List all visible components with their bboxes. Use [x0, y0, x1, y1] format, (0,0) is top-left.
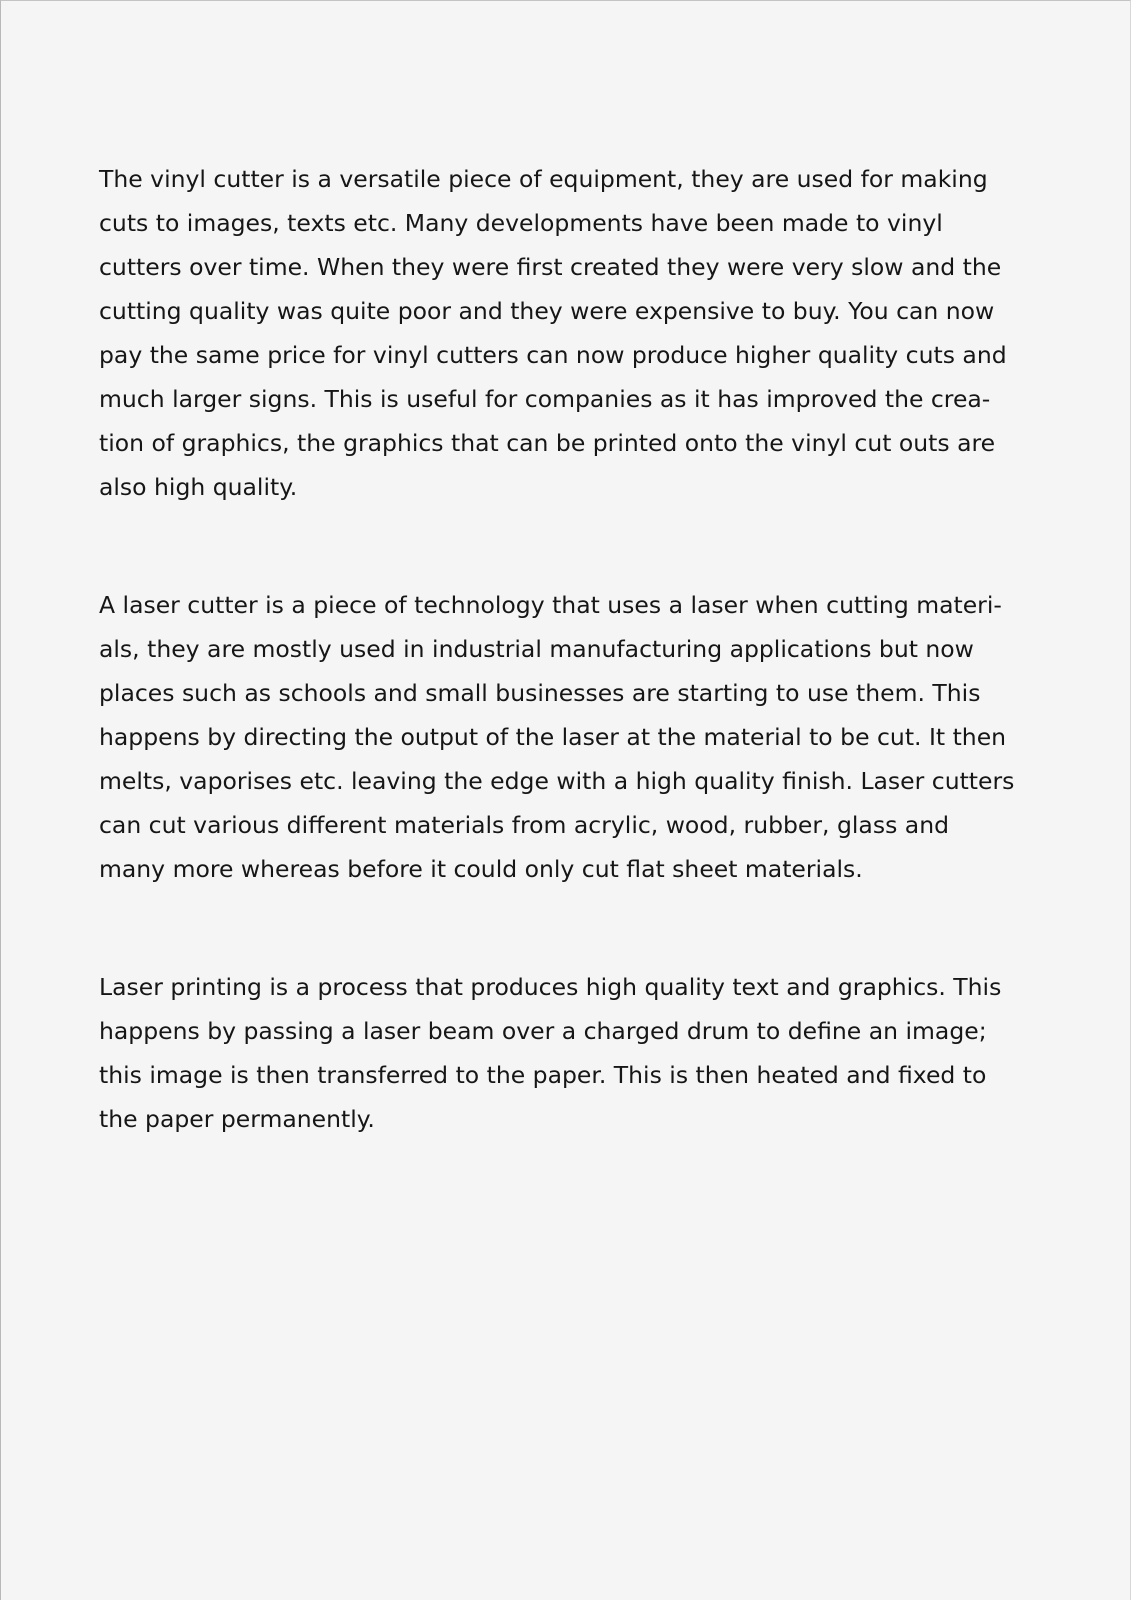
- paragraph-vinyl-cutter: The vinyl cutter is a versatile piece of equipment, they are used for making cuts to images, texts etc. Many developments have been made to vinyl cutters over time. When they were first created they were very slow and the cutting quality was quite poor and they were expensive to buy. You can now pay the same price for vinyl cutters can now produce higher quality cuts and much larger signs. This is useful for companies as it has improved the crea- tion of graphics, the graphics that can be printed onto the vinyl cut outs are also high quality.: [99, 165, 1007, 501]
- paragraph-laser-printing: Laser printing is a process that produces high quality text and graphics. This happens by passing a laser beam over a charged drum to define an image; this image is then transferred to the paper. This is then heated and fixed to the paper permanently.: [99, 973, 1002, 1133]
- paragraph-laser-cutter: A laser cutter is a piece of technology that uses a laser when cutting materi- als, they are mostly used in industrial manufacturing applications but now places such as schools and small businesses are starting to use them. This happens by directing the output of the laser at the material to be cut. It then melts, vaporises etc. leaving the edge with a high quality finish. Laser cutters can cut various different materials from acrylic, wood, rubber, glass and many more whereas before it could only cut flat sheet materials.: [99, 591, 1015, 883]
